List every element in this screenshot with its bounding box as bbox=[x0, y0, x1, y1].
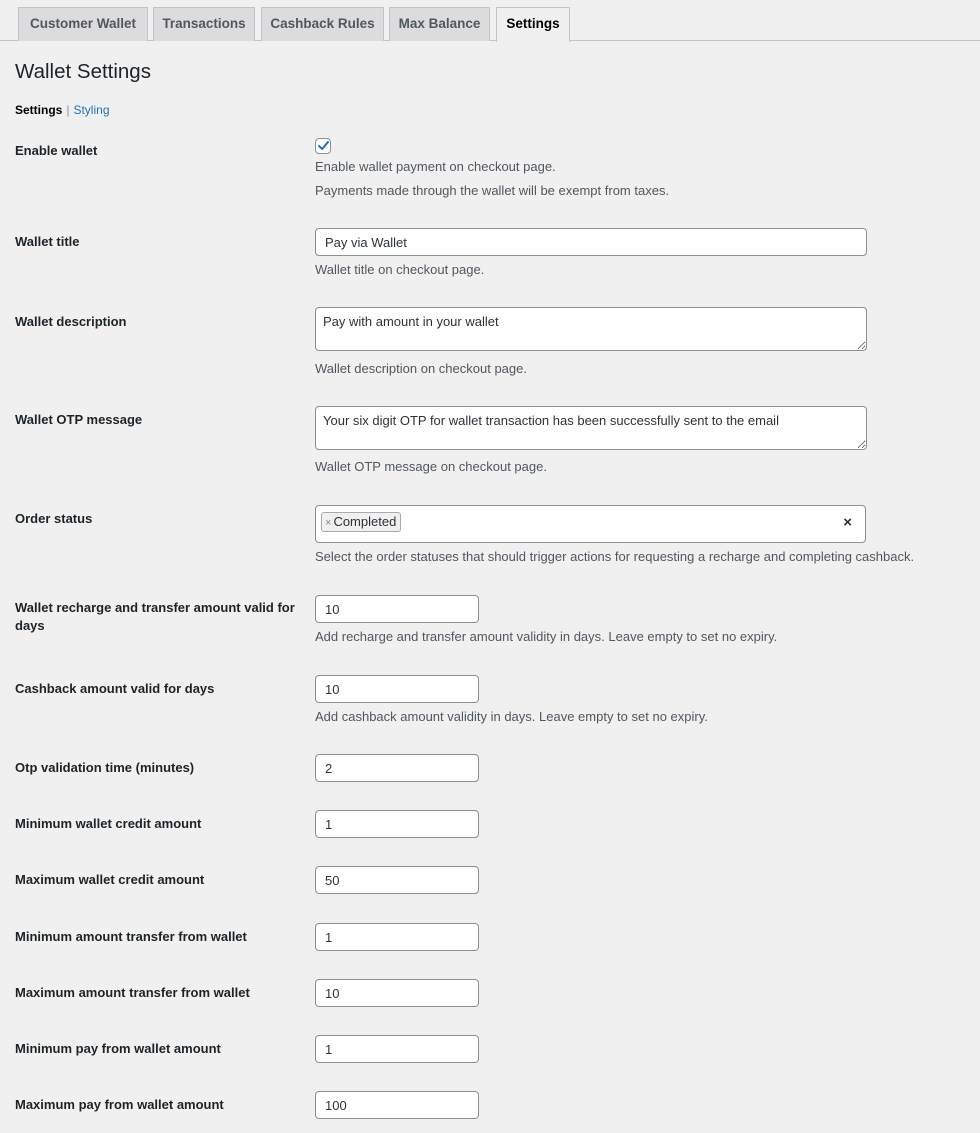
subnav-settings: Settings bbox=[15, 103, 63, 117]
subnav-styling-link[interactable]: Styling bbox=[73, 103, 110, 117]
enable-wallet-desc-1: Enable wallet payment on checkout page. bbox=[315, 159, 556, 174]
recharge-valid-days-desc: Add recharge and transfer amount validity in days. Leave empty to set no expiry. bbox=[315, 629, 778, 644]
tab-max-balance[interactable]: Max Balance bbox=[389, 7, 490, 41]
min-transfer-label: Minimum amount transfer from wallet bbox=[15, 929, 247, 944]
order-status-desc: Select the order statuses that should trigger actions for requesting a recharge and completing cashback. bbox=[315, 549, 915, 564]
order-status-label: Order status bbox=[15, 511, 93, 526]
chip-remove-icon[interactable]: × bbox=[325, 517, 332, 529]
otp-validation-time-input[interactable] bbox=[315, 754, 479, 782]
chip-label: Completed bbox=[333, 514, 397, 529]
order-status-select[interactable] bbox=[315, 505, 866, 543]
tab-customer-wallet[interactable]: Customer Wallet bbox=[18, 7, 148, 41]
max-credit-label: Maximum wallet credit amount bbox=[15, 872, 205, 887]
wallet-description-desc: Wallet description on checkout page. bbox=[315, 361, 527, 376]
subnav bbox=[15, 103, 110, 117]
recharge-valid-days-input[interactable] bbox=[315, 595, 479, 623]
tab-cashback-rules[interactable]: Cashback Rules bbox=[261, 7, 384, 41]
wallet-description-textarea[interactable] bbox=[315, 307, 867, 351]
wallet-otp-message-label: Wallet OTP message bbox=[15, 412, 143, 427]
min-transfer-input[interactable] bbox=[315, 923, 479, 951]
enable-wallet-checkbox[interactable] bbox=[315, 138, 331, 154]
wallet-title-desc: Wallet title on checkout page. bbox=[315, 262, 485, 277]
min-pay-label: Minimum pay from wallet amount bbox=[15, 1041, 221, 1056]
wallet-description-label: Wallet description bbox=[15, 314, 127, 329]
wallet-otp-message-desc: Wallet OTP message on checkout page. bbox=[315, 459, 547, 474]
cashback-valid-days-input[interactable] bbox=[315, 675, 479, 703]
min-credit-label: Minimum wallet credit amount bbox=[15, 816, 202, 831]
max-pay-label: Maximum pay from wallet amount bbox=[15, 1097, 224, 1112]
page-title: Wallet Settings bbox=[15, 60, 151, 83]
subnav-separator: | bbox=[66, 103, 70, 117]
wallet-title-input[interactable] bbox=[315, 228, 867, 256]
max-pay-input[interactable] bbox=[315, 1091, 479, 1119]
nav-tabs bbox=[0, 0, 980, 41]
tab-transactions[interactable]: Transactions bbox=[153, 7, 255, 41]
tab-settings[interactable]: Settings bbox=[496, 7, 570, 42]
recharge-valid-days-label: Wallet recharge and transfer amount valid for days bbox=[15, 600, 295, 633]
order-status-chip-completed bbox=[321, 512, 401, 532]
otp-validation-time-label: Otp validation time (minutes) bbox=[15, 760, 195, 775]
min-pay-input[interactable] bbox=[315, 1035, 479, 1063]
max-transfer-label: Maximum amount transfer from wallet bbox=[15, 985, 250, 1000]
checkmark-icon bbox=[317, 139, 330, 152]
enable-wallet-label: Enable wallet bbox=[15, 143, 98, 158]
cashback-valid-days-label: Cashback amount valid for days bbox=[15, 681, 215, 696]
wallet-otp-message-textarea[interactable] bbox=[315, 406, 867, 450]
wallet-title-label: Wallet title bbox=[15, 234, 80, 249]
max-credit-input[interactable] bbox=[315, 866, 479, 894]
max-transfer-input[interactable] bbox=[315, 979, 479, 1007]
clear-selection-icon[interactable]: × bbox=[843, 514, 852, 531]
min-credit-input[interactable] bbox=[315, 810, 479, 838]
cashback-valid-days-desc: Add cashback amount validity in days. Leave empty to set no expiry. bbox=[315, 709, 708, 724]
enable-wallet-desc-2: Payments made through the wallet will be exempt from taxes. bbox=[315, 183, 670, 198]
